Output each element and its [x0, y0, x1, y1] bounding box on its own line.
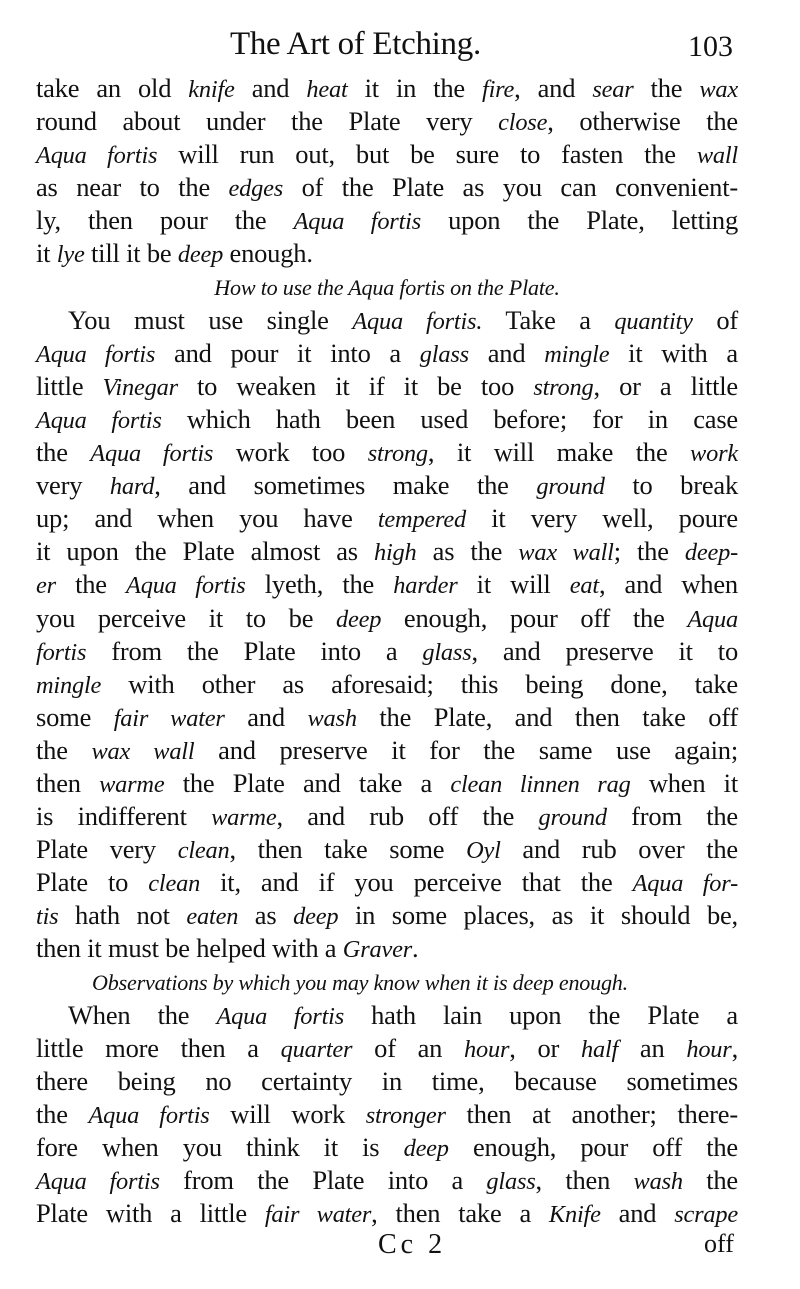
italic-text: Aqua fortis.: [352, 307, 483, 335]
italic-text: Aqua fortis: [36, 340, 156, 368]
italic-text: wash: [633, 1168, 683, 1196]
italic-text: eat: [569, 572, 599, 600]
section-heading: [36, 271, 738, 304]
italic-text: Aqua fortis: [36, 406, 162, 434]
roman-text: there being no certainty in time, because sometimes: [36, 1065, 738, 1096]
body-text: [36, 72, 738, 1230]
roman-text: the: [36, 437, 91, 468]
paragraph-first-line: [36, 999, 738, 1032]
text-line: [36, 436, 738, 469]
roman-text: the Plate and take a: [164, 767, 451, 798]
italic-text: How to use the Aqua fortis on the Plate.: [214, 274, 560, 300]
text-line: [36, 635, 738, 668]
roman-text: .: [412, 933, 419, 964]
text-line: [36, 204, 738, 237]
roman-text: enough, pour off the: [381, 602, 688, 633]
roman-text: the: [36, 734, 92, 765]
roman-text: when it: [630, 767, 739, 798]
roman-text: round about under the Plate very: [36, 106, 499, 137]
text-line: [36, 833, 738, 866]
roman-text: you perceive it to be: [36, 602, 336, 633]
italic-text: mingle: [544, 340, 610, 368]
roman-text: then at another; there-: [445, 1098, 738, 1129]
paragraph-first-line: [36, 304, 738, 337]
text-line: [36, 1065, 738, 1098]
text-line: [36, 502, 738, 535]
text-line: [36, 171, 738, 204]
roman-text: When the: [68, 999, 217, 1030]
italic-text: strong: [533, 373, 594, 401]
roman-text: ly, then pour the: [36, 205, 294, 236]
italic-text: quarter: [280, 1035, 353, 1063]
text-line: [36, 602, 738, 635]
roman-text: , and: [514, 73, 593, 103]
roman-text: take an old: [36, 73, 189, 103]
text-line: [36, 370, 738, 403]
italic-text: Aqua fortis: [36, 142, 158, 170]
roman-text: it upon the Plate almost as: [36, 536, 374, 567]
roman-text: You must use single: [68, 304, 353, 335]
roman-text: it will: [457, 569, 570, 600]
italic-text: deep: [177, 241, 224, 269]
roman-text: upon the Plate, letting: [421, 205, 738, 236]
roman-text: Plate very: [36, 834, 178, 865]
italic-text: heat: [306, 76, 348, 103]
roman-text: hath lain upon the Plate a: [344, 999, 738, 1030]
roman-text: the: [682, 1165, 738, 1196]
roman-text: from the Plate into a: [159, 1165, 487, 1196]
roman-text: Take a: [482, 304, 615, 335]
italic-text: fair water: [113, 704, 225, 732]
roman-text: , and rub off the: [276, 801, 539, 832]
roman-text: , then take some: [229, 834, 467, 865]
italic-text: half: [580, 1035, 619, 1063]
roman-text: and: [600, 1198, 675, 1229]
italic-text: eaten: [186, 903, 239, 931]
roman-text: will work: [209, 1098, 366, 1129]
roman-text: , it will make the: [427, 437, 691, 468]
italic-text: tempered: [377, 506, 467, 534]
roman-text: ,: [731, 1032, 739, 1063]
text-line: [36, 1164, 738, 1197]
text-line: [36, 337, 738, 370]
roman-text: as the: [416, 536, 519, 567]
italic-text: Aqua fortis: [88, 1101, 210, 1129]
text-line: [36, 767, 738, 800]
italic-text: scrape: [674, 1201, 738, 1229]
italic-text: deep: [293, 903, 339, 931]
italic-text: clean linnen rag: [450, 770, 631, 798]
text-line: [36, 899, 738, 932]
roman-text: it with a: [609, 337, 738, 368]
roman-text: with other as aforesaid; this being done, take: [101, 668, 738, 699]
roman-text: from the Plate into a: [86, 635, 423, 666]
text-line: [36, 800, 738, 833]
roman-text: it, and if you perceive that the: [200, 867, 633, 898]
italic-text: ground: [536, 473, 605, 501]
roman-text: it in the: [347, 73, 482, 103]
running-head: [0, 26, 800, 72]
italic-text: clean: [177, 837, 230, 865]
roman-text: enough.: [223, 238, 313, 269]
italic-text: Graver: [342, 936, 412, 964]
italic-text: hour: [686, 1035, 732, 1063]
italic-text: wax: [699, 76, 739, 103]
catchword: off: [704, 1229, 734, 1258]
italic-text: mingle: [36, 671, 102, 699]
roman-text: and: [224, 701, 308, 732]
roman-text: to weaken it if it be too: [177, 370, 534, 401]
roman-text: is indifferent: [36, 801, 212, 832]
italic-text: Oyl: [466, 837, 501, 865]
italic-text: deep-: [684, 539, 738, 567]
page-number: 103: [688, 30, 733, 63]
text-line: [36, 535, 738, 568]
italic-text: stronger: [365, 1101, 446, 1129]
roman-text: as: [238, 900, 294, 931]
italic-text: strong: [367, 440, 428, 468]
roman-text: of: [692, 304, 738, 335]
text-line: [36, 469, 738, 502]
roman-text: in some places, as it should be,: [338, 900, 738, 931]
text-line: [36, 932, 738, 965]
italic-text: Aqua fortis: [293, 208, 422, 236]
roman-text: then it must be helped with a: [36, 933, 343, 964]
italic-text: tis: [36, 903, 59, 931]
roman-text: and preserve it for the same use again;: [194, 734, 738, 765]
roman-text: and: [468, 337, 545, 368]
roman-text: work too: [213, 437, 368, 468]
roman-text: Plate with a little: [36, 1198, 265, 1229]
text-line: [36, 1098, 738, 1131]
italic-text: ground: [538, 804, 607, 832]
signature-mark: Cc 2: [378, 1229, 447, 1260]
roman-text: it: [36, 238, 57, 269]
roman-text: till it be: [84, 238, 178, 269]
roman-text: the: [36, 1098, 89, 1129]
text-line: [36, 1032, 738, 1065]
text-line: [36, 866, 738, 899]
italic-text: Vinegar: [102, 373, 178, 401]
roman-text: , and sometimes make the: [154, 470, 537, 501]
roman-text: ; the: [613, 536, 685, 567]
italic-text: Aqua fortis: [216, 1002, 344, 1030]
roman-text: enough, pour off the: [448, 1132, 738, 1162]
italic-text: close: [498, 109, 548, 137]
page-footer: [0, 1229, 800, 1269]
italic-text: glass: [422, 638, 472, 666]
text-line: [36, 668, 738, 701]
roman-text: to break: [604, 470, 739, 501]
italic-text: work: [690, 440, 738, 468]
roman-text: very: [36, 470, 110, 501]
roman-text: fore when you think it is: [36, 1132, 404, 1162]
italic-text: Knife: [548, 1201, 601, 1229]
roman-text: little more then a: [36, 1032, 281, 1063]
roman-text: it very well, poure: [466, 503, 738, 534]
roman-text: , and when: [598, 569, 738, 600]
roman-text: of an: [352, 1032, 465, 1063]
italic-text: hour: [464, 1035, 510, 1063]
italic-text: fortis: [36, 638, 87, 666]
italic-text: quantity: [614, 307, 693, 335]
text-line: [36, 734, 738, 767]
italic-text: Aqua fortis: [36, 1168, 160, 1196]
text-line: [36, 105, 738, 138]
roman-text: hath not: [58, 900, 187, 931]
text-line: [36, 1131, 738, 1164]
italic-text: warme: [99, 770, 165, 798]
italic-text: Aqua: [687, 605, 739, 633]
roman-text: , otherwise the: [547, 106, 738, 137]
italic-text: deep: [403, 1135, 449, 1162]
roman-text: and: [234, 73, 307, 103]
roman-text: which hath been used before; for in case: [161, 403, 738, 434]
roman-text: little: [36, 370, 103, 401]
italic-text: wax wall: [91, 737, 195, 765]
roman-text: the: [633, 73, 700, 103]
text-line: [36, 138, 738, 171]
italic-text: lye: [56, 241, 85, 269]
roman-text: lyeth, the: [245, 569, 394, 600]
italic-text: er: [36, 572, 56, 600]
italic-text: sear: [592, 76, 634, 103]
roman-text: , or a little: [593, 370, 738, 401]
roman-text: Plate to: [36, 867, 149, 898]
italic-text: wash: [307, 704, 357, 732]
italic-text: Aqua fortis: [90, 440, 214, 468]
italic-text: wall: [696, 142, 739, 170]
italic-text: knife: [188, 76, 235, 103]
italic-text: fair water: [264, 1201, 372, 1229]
text-line: [36, 568, 738, 601]
roman-text: and rub over the: [500, 834, 738, 865]
text-line: [36, 72, 738, 105]
italic-text: wax wall: [518, 539, 614, 567]
italic-text: warme: [211, 804, 277, 832]
roman-text: , and preserve it to: [471, 635, 738, 666]
italic-text: clean: [148, 870, 201, 898]
roman-text: and pour it into a: [155, 337, 420, 368]
text-line: [36, 1197, 738, 1230]
italic-text: edges: [228, 175, 284, 203]
italic-text: Observations by which you may know when it is deep enough.: [92, 969, 628, 995]
roman-text: some: [36, 701, 114, 732]
italic-text: high: [374, 539, 417, 567]
italic-text: Aqua for-: [632, 870, 738, 898]
italic-text: glass: [419, 340, 469, 368]
italic-text: harder: [393, 572, 458, 600]
roman-text: up; and when you have: [36, 503, 378, 534]
roman-text: as near to the: [36, 172, 229, 203]
italic-text: deep: [335, 605, 382, 633]
italic-text: hard: [109, 473, 155, 501]
italic-text: glass: [486, 1168, 536, 1196]
italic-text: fire: [482, 76, 515, 103]
text-line: [36, 237, 738, 270]
roman-text: will run out, but be sure to fasten the: [157, 139, 697, 170]
roman-text: , or: [509, 1032, 581, 1063]
roman-text: an: [618, 1032, 687, 1063]
roman-text: the Plate, and then take off: [356, 701, 739, 732]
text-line: [36, 403, 738, 436]
running-title: The Art of Etching.: [230, 26, 481, 62]
roman-text: , then take a: [371, 1198, 549, 1229]
text-line: [36, 701, 738, 734]
roman-text: then: [36, 767, 100, 798]
roman-text: , then: [535, 1165, 634, 1196]
section-heading: [36, 966, 738, 999]
italic-text: Aqua fortis: [126, 572, 246, 600]
roman-text: the: [55, 569, 127, 600]
roman-text: from the: [606, 801, 738, 832]
roman-text: of the Plate as you can convenient-: [283, 172, 738, 203]
